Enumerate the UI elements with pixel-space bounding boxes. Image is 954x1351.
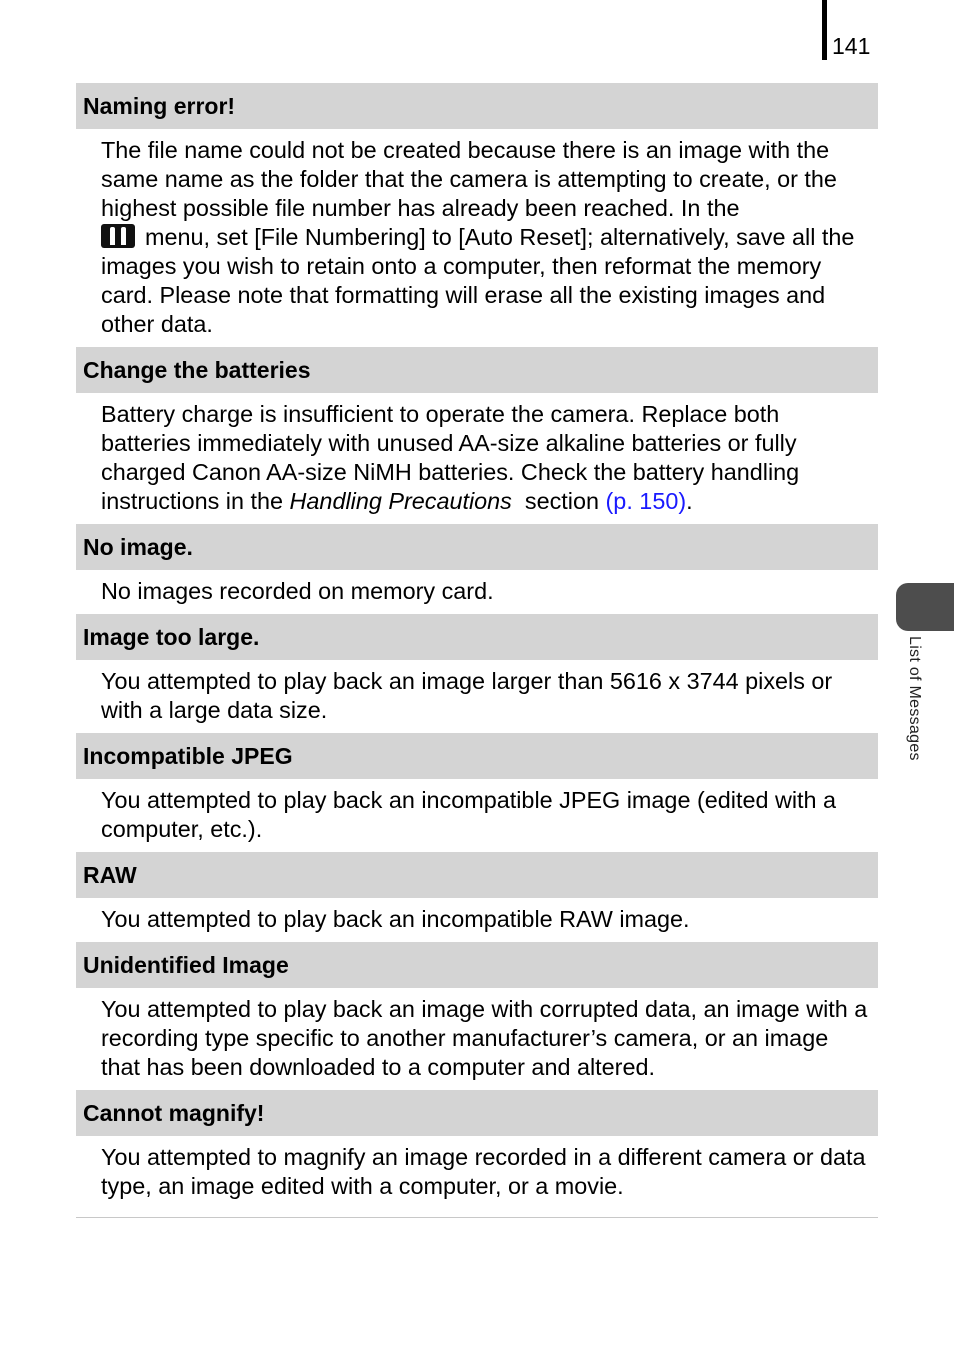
message-title: RAW (76, 852, 878, 898)
message-description: Battery charge is insufficient to operate the camera. Replace both batteries immediately with unused AA-size alkaline batteries or fully charged Canon AA-size NiMH batteries. Check the battery handling instructions in the Handling Precautions section (p. 150). (101, 401, 800, 514)
message-unidentified-image (76, 942, 878, 1090)
page-number-rule (822, 0, 827, 60)
message-description: You attempted to play back an image with corrupted data, an image with a recording type specific to another manufacturer’s camera, or an image that has been downloaded to a computer and altered. (101, 996, 868, 1080)
message-description: You attempted to play back an image larger than 5616 x 3744 pixels or with a large data size. (101, 668, 833, 723)
page-number: 141 (832, 33, 871, 59)
message-title: Naming error! (76, 83, 878, 129)
message-title: Image too large. (76, 614, 878, 660)
tools-menu-icon (101, 224, 135, 248)
message-title: Unidentified Image (76, 942, 878, 988)
message-title: Cannot magnify! (76, 1090, 878, 1136)
message-title: No image. (76, 524, 878, 570)
message-image-too-large (76, 614, 878, 733)
manual-section-name: Handling Precautions (289, 488, 512, 514)
message-change-batteries (76, 347, 878, 524)
message-title: Incompatible JPEG (76, 733, 878, 779)
message-naming-error (76, 83, 878, 347)
chapter-side-label: List of Messages (906, 636, 923, 761)
message-description: No images recorded on memory card. (101, 578, 494, 604)
message-cannot-magnify (76, 1090, 878, 1209)
message-list (76, 83, 878, 1218)
message-description: You attempted to play back an incompatible JPEG image (edited with a computer, etc.). (101, 787, 837, 842)
chapter-tab (896, 583, 954, 631)
message-incompatible-jpeg (76, 733, 878, 852)
message-title: Change the batteries (76, 347, 878, 393)
page-reference-link[interactable]: (p. 150) (605, 488, 687, 514)
message-raw (76, 852, 878, 942)
message-description: The file name could not be created because there is an image with the same name as the folder that the camera is attempting to create, or the highest possible file number has already been reached. In the menu, set [File Numbering] to [Auto Reset]; alternatively, save all the images you wish to retain onto a computer, then reformat the memory card. Please note that formatting will erase all the existing images and other data. (101, 137, 855, 337)
message-description: You attempted to magnify an image recorded in a different camera or data type, an image edited with a computer, or a movie. (101, 1144, 866, 1199)
message-no-image (76, 524, 878, 614)
message-description: You attempted to play back an incompatible RAW image. (101, 906, 690, 932)
